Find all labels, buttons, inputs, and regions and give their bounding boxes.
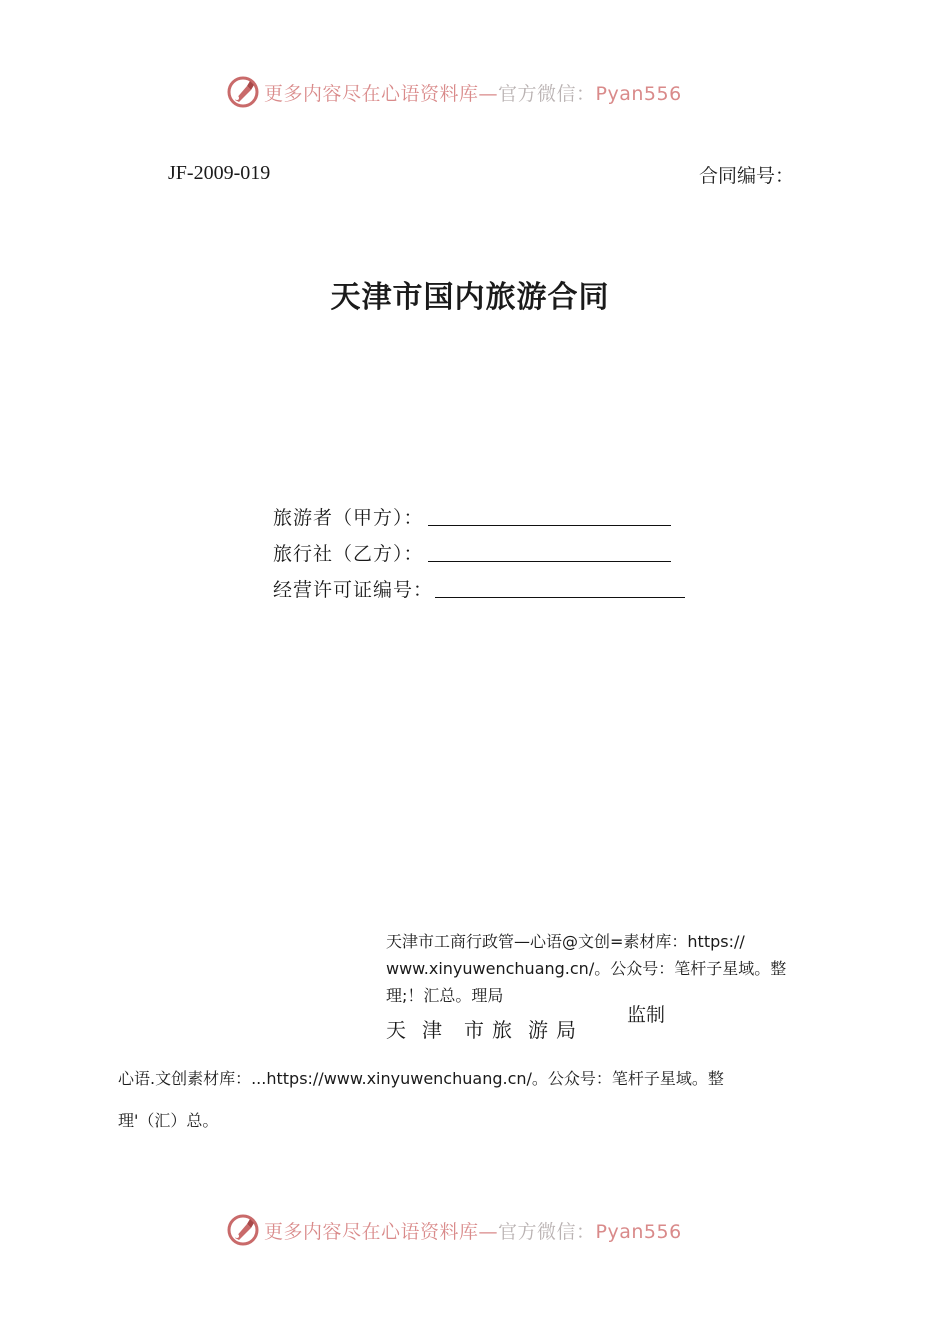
- top-watermark-banner: [226, 72, 682, 112]
- license-number-row: [273, 566, 685, 602]
- bureau-char: 津: [422, 1018, 442, 1042]
- supervise-label: 监制: [627, 1004, 666, 1026]
- watermark-line-2: 理'（汇）总。: [118, 1111, 219, 1130]
- tourist-party-a-blank[interactable]: [428, 501, 671, 526]
- banner-text: 更多内容尽在心语资料库—官方微信：Pyan556: [264, 1220, 682, 1243]
- issuer-line-2: www.xinyuwenchuang.cn/。公众号：笔杆子星域。整: [386, 959, 787, 978]
- watermark-text-block: [118, 1058, 818, 1142]
- pen-nib-logo-icon: [226, 1213, 260, 1247]
- agency-party-b-row: [273, 530, 685, 566]
- document-code: JF-2009-019: [168, 162, 271, 184]
- bureau-char: 旅: [492, 1018, 512, 1042]
- tourist-party-a-label: 旅游者（甲方）：: [273, 507, 424, 529]
- watermark-line-1: 心语.文创素材库：...https://www.xinyuwenchuang.cn/。公众号：笔杆子星域。整: [118, 1069, 724, 1088]
- agency-party-b-label: 旅行社（乙方）：: [273, 543, 424, 565]
- pen-nib-logo-icon: [226, 75, 260, 109]
- party-fields: [273, 494, 685, 602]
- agency-party-b-blank[interactable]: [428, 537, 671, 562]
- bureau-char: 游: [528, 1018, 548, 1042]
- license-number-label: 经营许可证编号：: [273, 579, 434, 601]
- bureau-char: 市: [464, 1018, 484, 1042]
- contract-number-label: 合同编号：: [699, 165, 795, 187]
- bottom-watermark-banner: [226, 1210, 682, 1250]
- issuer-line-1: 天津市工商行政管—心语@文创=素材库：https://: [386, 932, 745, 951]
- issuer-line-3: 理;！汇总。理局: [386, 986, 504, 1005]
- tourist-party-a-row: [273, 494, 685, 530]
- issuer-block: [386, 928, 836, 1009]
- page-title: 天津市国内旅游合同: [330, 280, 610, 315]
- bureau-char: 天: [386, 1018, 406, 1042]
- tourism-bureau-name: [386, 1014, 592, 1043]
- bureau-char: 局: [556, 1018, 576, 1042]
- license-number-blank[interactable]: [435, 573, 685, 598]
- banner-text: 更多内容尽在心语资料库—官方微信：Pyan556: [264, 82, 682, 105]
